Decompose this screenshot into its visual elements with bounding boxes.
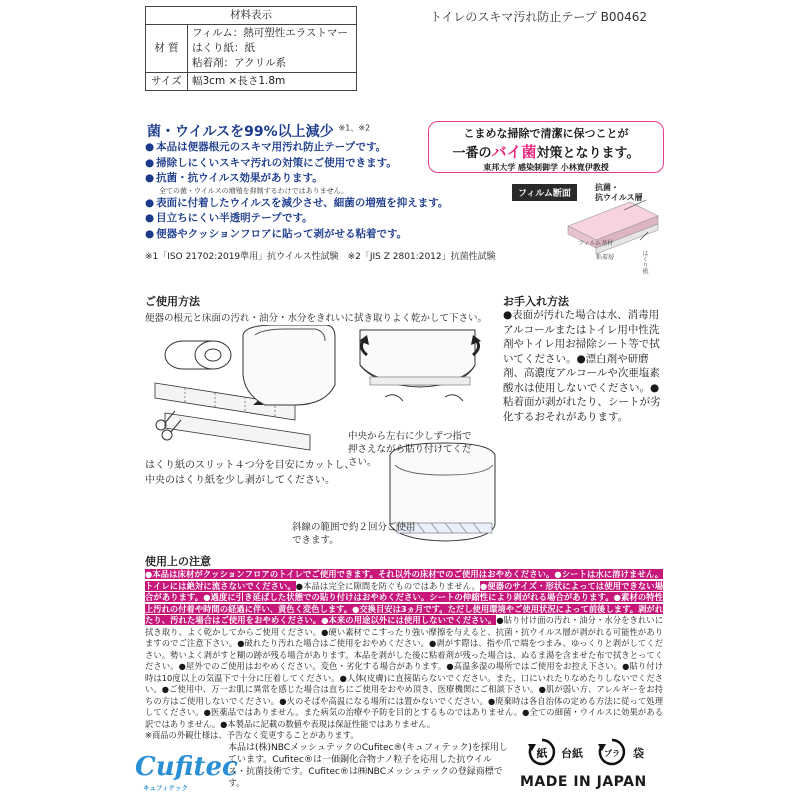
plastic-recycle-glyph: プラ <box>604 749 620 758</box>
materials-header: 材料表示 <box>146 7 357 25</box>
plastic-recycle-label: 袋 <box>633 747 644 760</box>
toilet-illustration-2 <box>359 330 481 401</box>
usage-step3: 斜線の範囲で約２回分ご使用できます。 <box>292 522 416 546</box>
material-size: 幅3cm ×長さ1.8m <box>188 73 357 91</box>
film-layer-base: フィルム基材 <box>578 240 614 247</box>
caution-spec-note: ※商品の外観仕様は、予告なく変更することがあります。 <box>145 730 359 740</box>
features-title-note: ※1、※2 <box>338 123 371 133</box>
material-film: フィルム：熱可塑性エラストマー <box>192 27 348 39</box>
made-in-label: MADE IN JAPAN <box>520 774 647 790</box>
usage-title: ご使用方法 <box>145 295 200 308</box>
paper-recycle-label: 台紙 <box>561 747 583 760</box>
materials-row-material <box>146 25 357 73</box>
bullet-icon: ● <box>145 156 155 169</box>
features-title-text: 菌・ウイルスを99%以上減少 <box>147 124 334 140</box>
cufitec-text: 本品は(株)NBCメッシュテックのCufitec®(キュフィテック)を採用しています。Cufitec®は一価銅化合物ナノ粒子を応用した抗ウイルス・抗菌技術です。Cufitec®は㈱NBCメッシュテックの登録商標です。 <box>228 743 508 789</box>
usage-intro: 便器の根元と床面の汚れ・油分・水分をきれいに拭き取りよく乾かして下さい。 <box>145 313 488 324</box>
film-layer-adhesive: 粘着層 <box>596 254 615 261</box>
feature-item: ● 表面に付着したウイルスを減少させ、細菌の増殖を抑えます。 <box>145 196 449 209</box>
features-list <box>145 140 449 242</box>
feature-subnote: 全ての菌・ウイルスの増殖を抑制するわけではありません。 <box>159 186 348 195</box>
bullet-icon: ● <box>145 212 155 224</box>
paper-recycle-icon <box>528 738 556 766</box>
feature-item: ● 目立ちにくい半透明テープです。 <box>145 212 313 224</box>
caution-highlight: ●本品は床材がクッションフロアのトイレでご使用できます。それ以外の床材でのご使用はおやめください。●シートは水に溶けません。トイレには絶対に流さないでください。 <box>145 569 663 591</box>
quote-line2: 一番のバイ菌対策となります。 <box>452 143 640 161</box>
film-layer-antiviral: 抗菌・ 抗ウイルス層 <box>595 183 643 202</box>
test-footnote: ※1「ISO 21702:2019準用」抗ウイルス性試験 ※2「JIS Z 2801:2012」抗菌性試験 <box>145 252 496 262</box>
features-title <box>147 121 370 141</box>
material-adhesive: 粘着剤：アクリル系 <box>192 57 287 69</box>
tape-roll-icon <box>165 341 231 369</box>
cufitec-logo: Cufitec <box>135 752 238 782</box>
quote-attribution: 東邦大学 感染制御学 小林寛伊教授 <box>483 163 609 172</box>
paper-recycle-glyph: 紙 <box>536 747 548 760</box>
film-cross-section-diagram <box>560 196 670 266</box>
caution-text: ●本品は床材がクッションフロアのトイレでご使用できます。それ以外の床材でのご使用はおやめください。●シートは水に溶けません。トイレには絶対に流さないでください。●本品は完全に隙間を防ぐものではありません。●便器のサイズ・形状によっては使用できない場合があります。●過度に引き延ばした状態での貼り付けはおやめください。シートの伸縮性により剥がれる場合があります。●素材の特性上汚れの付着や時間の経過に伴い、黄色く変色します。●交換目安は3ヵ月です。ただし使用環境やご使用状況によって前後します。剥がれたり、汚れた場合はご使用をおやめください。●本来の用途以外には使用しないでください。●貼り付け面の汚れ・油分・水分をきれいに拭き取り、よく乾かしてからご使用ください。●硬い素材でこすったり強い摩擦を与えると、抗菌・抗ウイルス層が剥がれる可能性がありますのでご注意下さい。●破れたり汚れた場合はご使用をおやめください。●剥がす際は、指や爪で端をつまみ、ゆっくりと剥がしてください。勢いよく剥がすと糊の跡が残る場合があります。本品を剥がした後に粘着剤が残った場合は、ぬるま湯を含ませた布で拭きとってください。●屋外でのご使用はおやめください。変色・劣化する場合があります。●高温多湿の場所ではご使用をお控え下さい。●貼り付け時は10度以上の気温下で十分に圧着してください。●人体(皮膚)に直接貼らないでください。また、口にいれたりなめたりしないでください。●ご使用中、万一お肌に異常を感じた場合は直ちにご使用をおやめ頂き、医療機関にご相談下さい。●肌が弱い方、アレルギーをお持ちの方はご使用しないでください。●火のそばや高温になる場所には置かないでください。●廃棄時は各自治体の定める方法に従って処理してください。●医薬品ではありません。また病気の治療や予防を目的とするものではありません。●全ての細菌・ウイルスに効果がある訳ではありません。●本製品に記載の数値や表現は保証性能ではありません。 ※商品の外観仕様は、予告なく変更することがあります。 <box>145 569 663 740</box>
feature-item: ● 本品は便器根元のスキマ用汚れ防止テープです。 <box>145 141 387 153</box>
cufitec-logo-sub: キュフィテック <box>143 784 188 792</box>
material-liner: はくり紙：紙 <box>192 42 255 54</box>
quote-highlight: バイ菌 <box>491 143 537 161</box>
film-layer-liner: はくり紙 <box>641 250 648 274</box>
materials-row-label: サイズ <box>146 73 188 91</box>
film-section-label: フィルム断面 <box>512 184 577 201</box>
usage-step2: 中央から左右に少しずつ指で押さえながら貼り付けてください。 <box>348 431 472 468</box>
feature-item: ● 便器やクッションフロアに貼って剥がせる粘着です。 <box>145 227 408 240</box>
materials-row-label: 材 質 <box>146 25 188 73</box>
expert-quote-box <box>428 121 664 173</box>
feature-item: ● 掃除しにくいスキマ汚れの対策にご使用できます。 <box>145 156 397 169</box>
materials-row-size <box>146 73 357 91</box>
care-text: ●表面が汚れた場合は水、消毒用アルコールまたはトイレ用中性洗剤やトイレ用お掃除シート等で拭いてください。●漂白剤や研磨剤、高濃度アルコールや次亜塩素酸水は使用しないでください。●粘着面が剥がれたり、シートが劣化するおそれがあります。 <box>503 309 661 423</box>
materials-table <box>145 6 357 91</box>
bullet-icon: ● <box>145 172 155 184</box>
bullet-icon: ● <box>145 141 155 153</box>
toilet-illustration-1 <box>243 325 335 405</box>
bullet-icon: ● <box>145 227 155 240</box>
caution-highlight: ●便器のサイズ・形状によっては使用できない場合があります。●過度に引き延ばした状態での貼り付けはおやめください。シートの伸縮性により剥がれる場合があります。●素材の特性上汚れの付着や時間の経過に伴い、黄色く変色します。●交換目安は3ヵ月です。ただし使用環境やご使用状況によって前後します。剥がれたり、汚れた場合はご使用をおやめください。●本来の用途以外には使用しないでください。 <box>145 580 663 625</box>
care-title: お手入れ方法 <box>503 295 569 308</box>
plastic-recycle-icon <box>598 738 626 766</box>
usage-step1: はくり紙のスリット４つ分を目安にカットし、中央のはくり紙を少し剥がしてください。 <box>145 460 355 486</box>
product-title: トイレのスキマ汚れ防止テープ B00462 <box>430 10 648 24</box>
quote-line1: こまめな掃除で清潔に保つことが <box>463 127 629 140</box>
caution-title: 使用上の注意 <box>145 555 211 568</box>
feature-item: ● 抗菌・抗ウイルス効果があります。 全ての菌・ウイルスの増殖を抑制するわけではありません。 <box>145 171 435 196</box>
bullet-icon: ● <box>145 196 155 209</box>
